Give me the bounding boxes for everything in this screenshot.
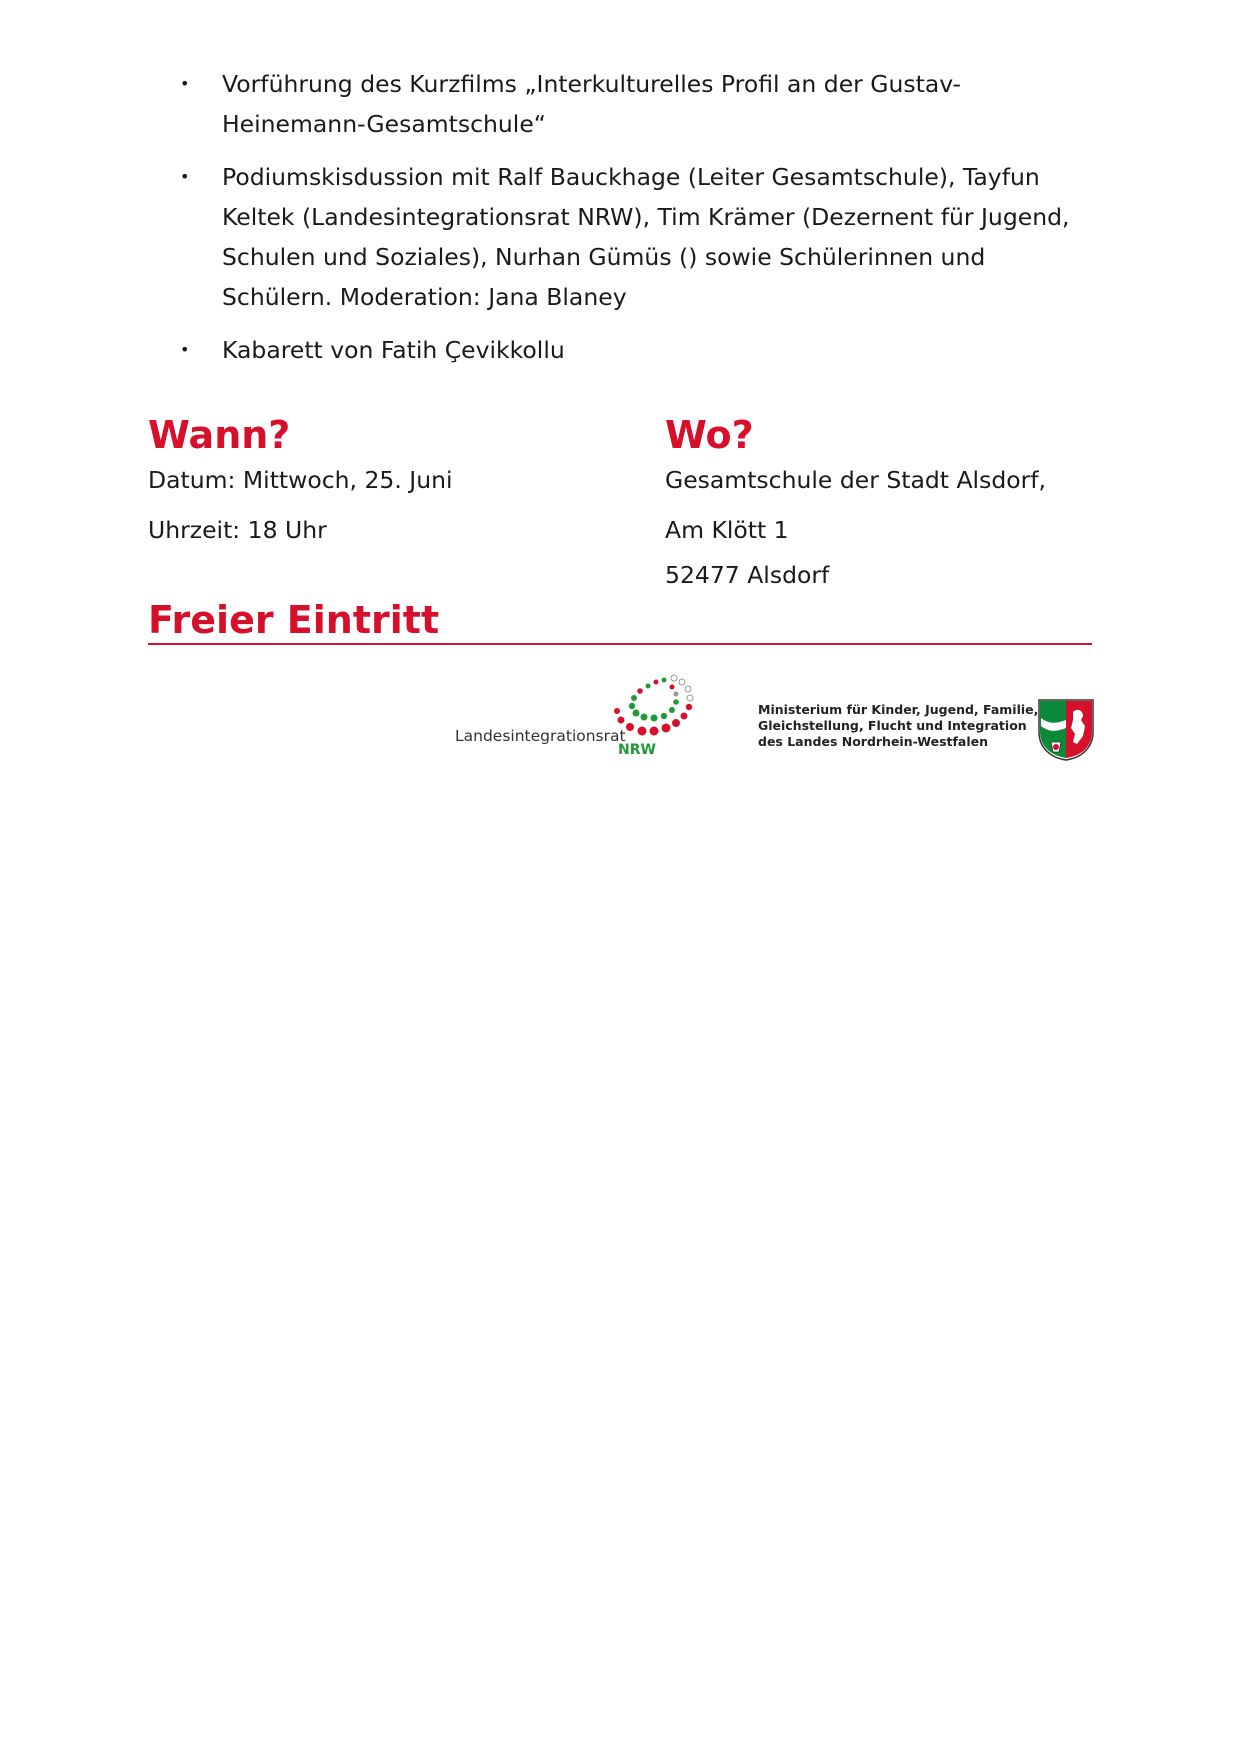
- event-time: Uhrzeit: 18 Uhr: [148, 516, 327, 544]
- lir-dot-ring-outer: [614, 675, 693, 736]
- list-item: [180, 157, 1100, 317]
- lir-dot-ring-inner: [629, 678, 679, 722]
- bullet-icon: •: [180, 74, 190, 93]
- program-item-text: Vorführung des Kurzfilms „Interkulturelles Profil an der Gustav-Heinemann-Gesamtschule“: [222, 70, 961, 138]
- program-list: [180, 64, 1100, 383]
- ministry-line: Ministerium für Kinder, Jugend, Familie,: [758, 702, 1039, 717]
- list-item: [180, 330, 1100, 370]
- free-admission-heading: Freier Eintritt: [148, 598, 440, 642]
- list-item: [180, 64, 1100, 144]
- event-date: Datum: Mittwoch, 25. Juni: [148, 466, 453, 494]
- bullet-icon: •: [180, 340, 190, 359]
- program-item-text: Podiumskisdussion mit Ralf Bauckhage (Leiter Gesamtschule), Tayfun Keltek (Landesintegrationsrat NRW), Tim Krämer (Dezernent für Jugend, Schulen und Soziales), Nurhan Gümüs () sowie Schülerinnen und Schülern. Moderation: Jana Blaney: [222, 163, 1070, 311]
- ministry-line: Gleichstellung, Flucht und Integration: [758, 718, 1027, 733]
- nrw-crest-icon: [1037, 698, 1095, 762]
- venue-street: Am Klött 1: [665, 516, 789, 544]
- bullet-icon: •: [180, 167, 190, 186]
- ministry-logo-text: [758, 702, 1038, 750]
- red-divider: [148, 643, 1092, 645]
- where-heading: Wo?: [665, 413, 754, 457]
- venue-city: 52477 Alsdorf: [665, 561, 830, 589]
- lir-nrw-suffix: NRW: [618, 742, 656, 758]
- venue-name: Gesamtschule der Stadt Alsdorf,: [665, 466, 1047, 494]
- lir-logo-text: Landesintegrationsrat: [455, 727, 626, 745]
- when-heading: Wann?: [148, 413, 291, 457]
- lir-logo-icon: [612, 672, 702, 758]
- ministry-line: des Landes Nordrhein-Westfalen: [758, 734, 989, 749]
- program-item-text: Kabarett von Fatih Çevikkollu: [222, 336, 565, 364]
